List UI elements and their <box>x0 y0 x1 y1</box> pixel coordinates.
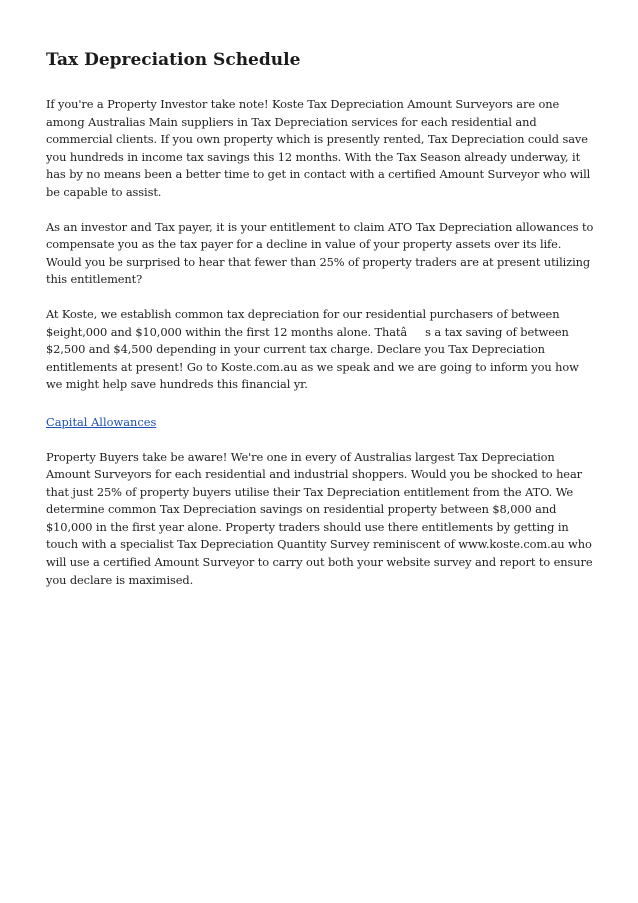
paragraph-intro: If you're a Property Investor take note! Koste Tax Depreciation Amount Surveyors are one among Australias Main suppliers in Tax Depreciation services for each residential and commercial clients. If you own property which is presently rented, Tax Depreciation could save you hundreds in income tax savings this 12 months. With the Tax Season already underway, it has by no means been a better time to get in contact with a certified Amount Surveyor who will be capable to assist. <box>46 97 591 199</box>
document-page <box>46 48 596 606</box>
paragraph-closing: Property Buyers take be aware! We're one in every of Australias largest Tax Depreciation Amount Surveyors for each residential and industrial shoppers. Would you be shocked to hear that just 25% of property buyers utilise their Tax Depreciation entitlement from the ATO. We determine common Tax Depreciation savings on residential property between $8,000 and $10,000 in the first year alone. Property traders should use there entitlements by getting in touch with a specialist Tax Depreciation Quantity Survey reminiscent of www.koste.com.au who will use a certified Amount Surveyor to carry out both your website survey and report to ensure you declare is maximised. <box>46 449 593 587</box>
paragraph-koste-savings: At Koste, we establish common tax depreciation for our residential purchasers of between $eight,000 and $10,000 within the first 12 months alone. Thatâs a tax saving of between $2,500 and $4,500 depending in your current tax charge. Declare you Tax Depreciation entitlements at present! Go to Koste.com.au as we speak and we are going to inform you how we might help save hundreds this financial yr. <box>46 306 579 392</box>
capital-allowances-link[interactable]: Capital Allowances <box>46 414 157 429</box>
document-title: Tax Depreciation Schedule <box>46 50 301 70</box>
link-container <box>46 411 596 449</box>
paragraph-entitlement: As an investor and Tax payer, it is your entitlement to claim ATO Tax Depreciation allowances to compensate you as the tax payer for a decline in value of your property assets over its life. Would you be surprised to hear that fewer than 25% of property traders are at present utilizing this entitlement? <box>46 219 594 287</box>
